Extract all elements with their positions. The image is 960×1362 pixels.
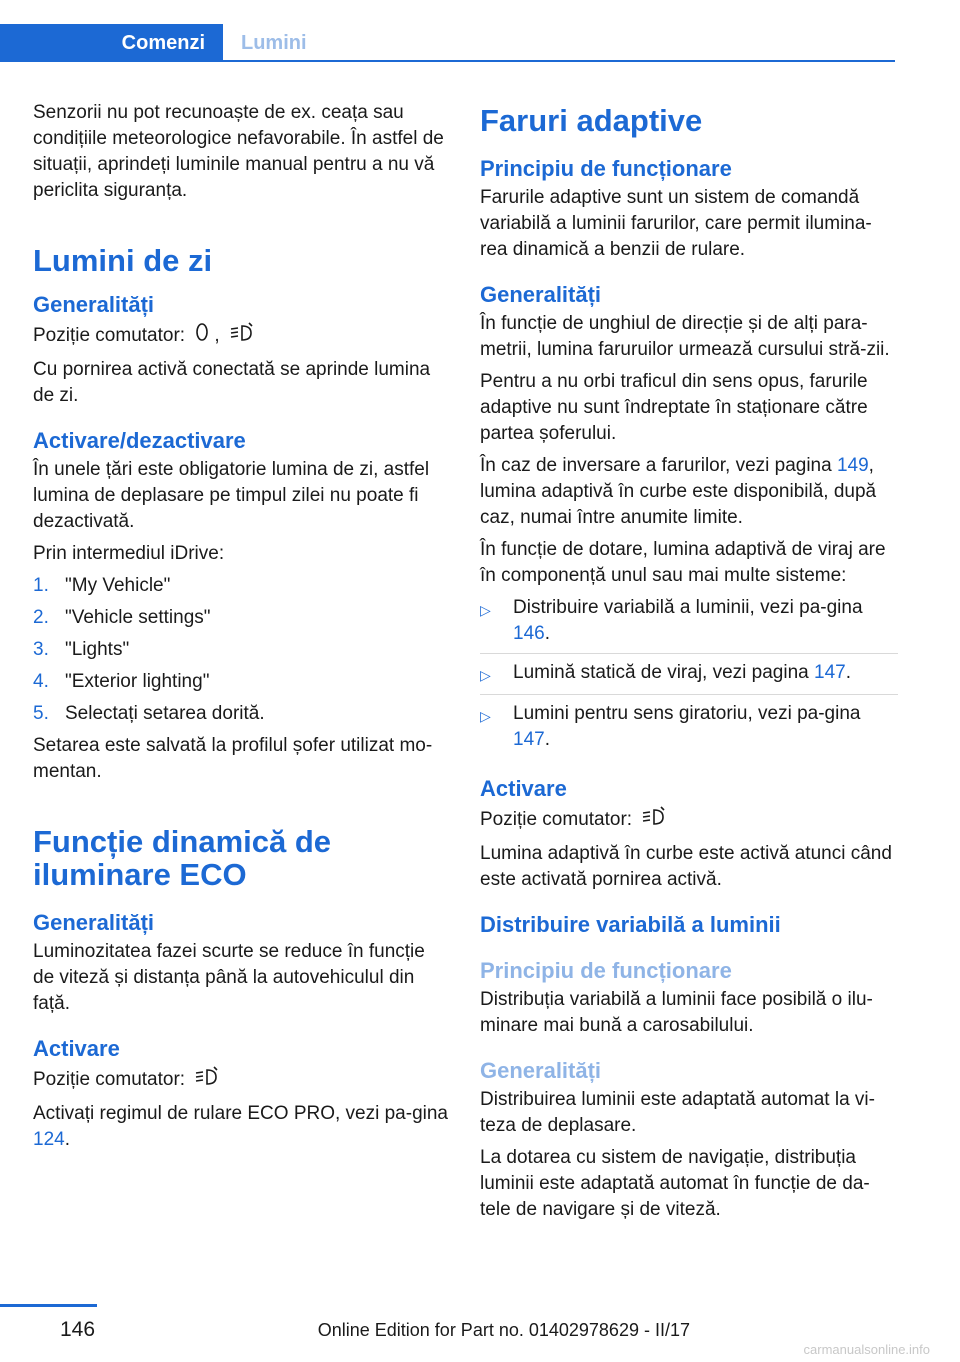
step-item: 4. "Exterior lighting" xyxy=(33,671,210,692)
headlight-auto-icon xyxy=(194,1065,220,1095)
reverse-paragraph: În caz de inversare a farurilor, vezi pagina 149, lumina adaptivă în curbe este disponibilă, după caz, numai între anumite limite. xyxy=(480,455,877,528)
idrive-steps xyxy=(33,573,451,727)
intro-paragraph: Senzorii nu pot recunoaște de ex. ceața sau condițiile meteorologice nefavorabile. În astfel de situații, aprindeți luminile manual pentru a nu vă periclita siguranța. xyxy=(33,102,444,201)
activation-heading: Activare/dezactivare xyxy=(33,428,246,453)
list-item: ▷ Lumină statică de viraj, vezi pagina 147. xyxy=(480,660,898,695)
switch-position-right: Poziție comutator: xyxy=(480,805,898,835)
switch-position-2 xyxy=(33,1065,451,1095)
step-item: 1. "My Vehicle" xyxy=(33,575,171,596)
adaptive-heading: Faruri adaptive xyxy=(480,103,703,138)
step-item: 2. "Vehicle settings" xyxy=(33,607,211,628)
tab-comenzi[interactable]: Comenzi xyxy=(0,24,223,62)
switch-position-1 xyxy=(33,321,451,351)
triangle-bullet-icon: ▷ xyxy=(480,602,491,618)
header-rule xyxy=(0,60,895,62)
daylight-heading: Lumini de zi xyxy=(33,243,213,278)
glare-paragraph: Pentru a nu orbi traficul din sens opus, farurile adaptive nu sunt îndreptate în staționare către partea șoferului. xyxy=(480,371,868,444)
headlight-auto-icon xyxy=(229,321,255,351)
watermark: carmanualsonline.info xyxy=(803,1342,930,1357)
list-item: ▷ Lumini pentru sens giratoriu, vezi pa‐gina 147. xyxy=(480,701,898,759)
list-item: ▷ Distribuire variabilă a luminii, vezi pa‐gina 146. xyxy=(480,595,898,654)
daylight-paragraph: Cu pornirea activă conectată se aprinde lumina de zi. xyxy=(33,359,431,406)
idrive-paragraph: Prin intermediul iDrive: xyxy=(33,543,225,564)
general-heading-1: Generalități xyxy=(33,292,155,317)
adaptive-paragraph: Farurile adaptive sunt un sistem de comandă variabilă a luminii farurilor, care permit ilumina‐rea dinamică a benzii de rulare. xyxy=(480,187,872,260)
switch-label-1: Poziție comutator: xyxy=(33,325,186,347)
principle-heading: Principiu de funcționare xyxy=(480,156,732,181)
equipment-paragraph: În funcție de dotare, lumina adaptivă de viraj are în componență unul sau mai multe sisteme: xyxy=(480,539,886,586)
auto-light-icon xyxy=(194,322,210,350)
headlight-auto-icon xyxy=(641,805,667,835)
angle-paragraph: În funcție de unghiul de direcție și de alți para‐metrii, lumina faruruilor urmează cursului stră‐zii. xyxy=(480,313,890,360)
footer-accent-bar xyxy=(0,1304,97,1307)
navigation-paragraph: La dotarea cu sistem de navigație, distribuția luminii este adaptată automat în funcție de da‐tele de navigare și de viteză. xyxy=(480,1147,870,1220)
page-link-124[interactable]: 124 xyxy=(33,1129,65,1150)
curve-paragraph: Lumina adaptivă în curbe este activă atunci când este activată pornirea activă. xyxy=(480,843,892,890)
general-heading-2: Generalități xyxy=(33,910,155,935)
page-number: 146 xyxy=(60,1318,96,1341)
page-link-147[interactable]: 147 xyxy=(814,662,846,683)
principle-heading-2: Principiu de funcționare xyxy=(480,958,732,983)
mandatory-paragraph: În unele țări este obligatorie lumina de zi, astfel lumina de deplasare pe timpul zilei nu poate fi dezactivată. xyxy=(33,459,430,532)
right-column xyxy=(480,100,898,1229)
distribution-heading: Distribuire variabilă a luminii xyxy=(480,912,781,937)
chapter-header xyxy=(0,24,895,62)
page-link-149[interactable]: 149 xyxy=(836,455,869,476)
general-heading-right: Generalități xyxy=(480,282,602,307)
eco-paragraph: Luminozitatea fazei scurte se reduce în funcție de viteză și distanța până la autovehiculul din față. xyxy=(33,941,425,1014)
page-link-147b[interactable]: 147 xyxy=(513,729,545,750)
systems-list xyxy=(480,595,898,759)
saved-paragraph: Setarea este salvată la profilul șofer utilizat mo‐mentan. xyxy=(33,735,433,782)
edition-text: Online Edition for Part no. 01402978629 - II/17 xyxy=(317,1320,690,1340)
eco-heading: Funcție dinamică de iluminare ECO xyxy=(33,824,332,892)
distribution-paragraph: Distribuția variabilă a luminii face posibilă o ilu‐minare mai bună a carosabilului. xyxy=(480,989,873,1036)
activare-heading-left: Activare xyxy=(33,1036,120,1061)
tab-lumini[interactable]: Lumini xyxy=(241,31,307,54)
general-heading-right-2: Generalități xyxy=(480,1058,602,1083)
triangle-bullet-icon: ▷ xyxy=(480,667,491,683)
eco-pro-paragraph: Activați regimul de rulare ECO PRO, vezi pa‐gina 124. xyxy=(33,1103,448,1150)
speed-paragraph: Distribuirea luminii este adaptată automat la vi‐teza de deplasare. xyxy=(480,1089,875,1136)
step-item: 5. Selectați setarea dorită. xyxy=(33,703,265,724)
triangle-bullet-icon: ▷ xyxy=(480,708,491,724)
activare-heading-right: Activare xyxy=(480,776,567,801)
left-column xyxy=(33,100,451,1159)
page-link-146[interactable]: 146 xyxy=(513,623,545,644)
switch-sep: , xyxy=(214,325,220,347)
switch-label-2: Poziție comutator: xyxy=(33,1069,186,1091)
step-item: 3. "Lights" xyxy=(33,639,130,660)
